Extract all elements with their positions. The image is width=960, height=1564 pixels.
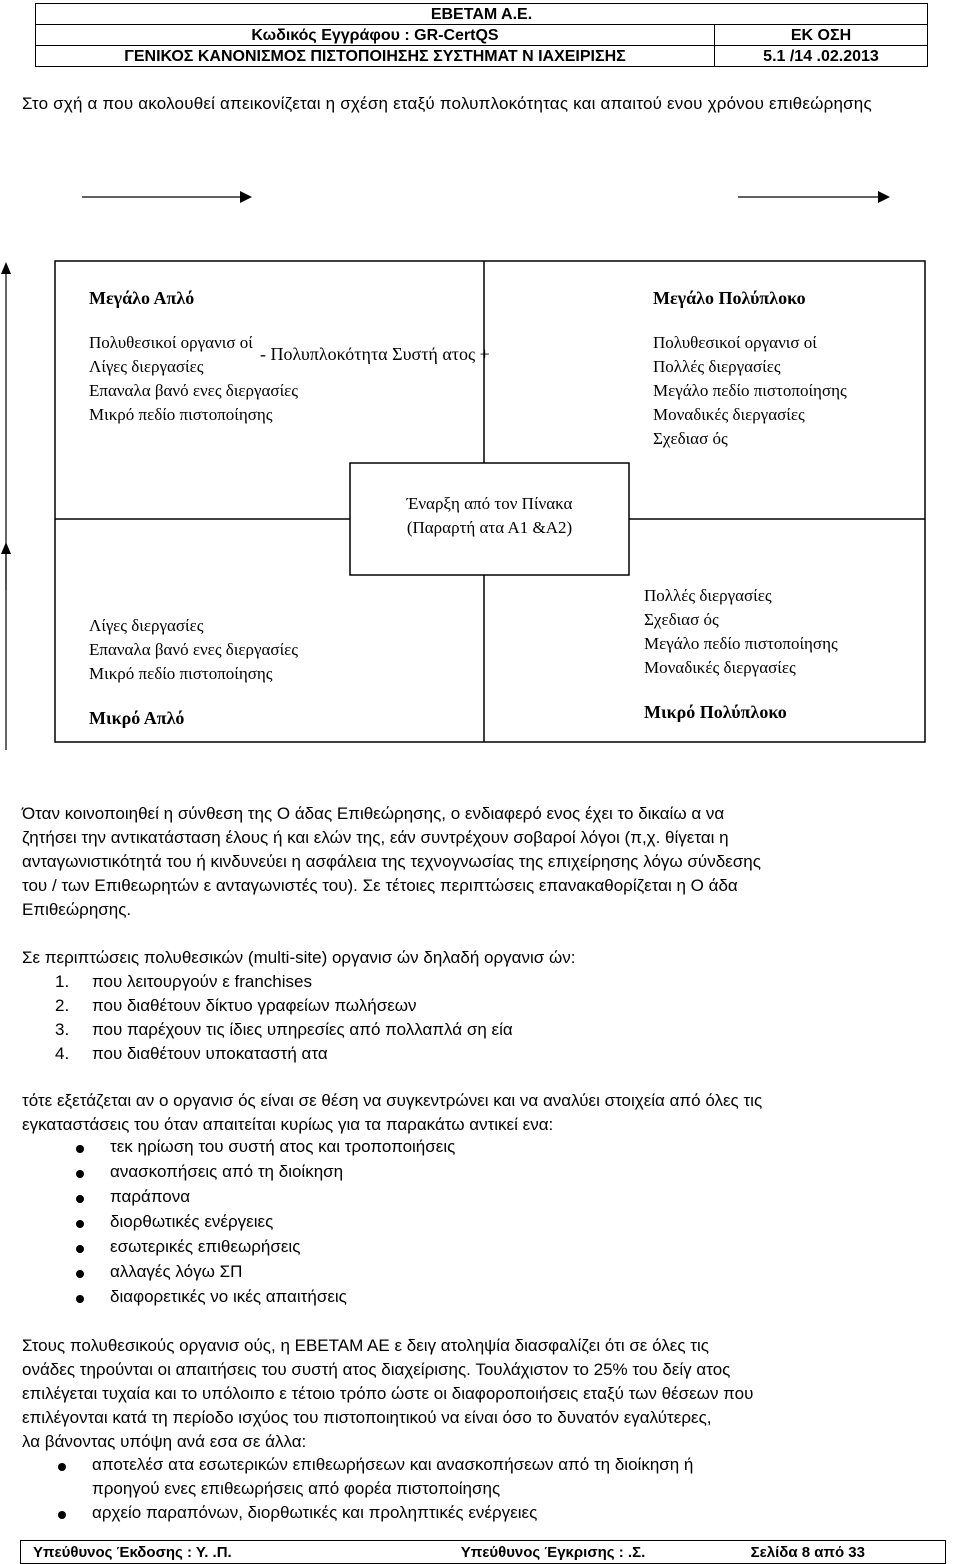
footer-approval: Υπεύθυνος Έγκρισης : .Σ. [460,1543,646,1561]
bullet-text: ανασκοπήσεις από τη διοίκηση [110,1162,344,1181]
bullet-text: αποτελέσ ατα εσωτερικών επιθεωρήσεων και ανασκοπήσεων από τη διοίκηση ή [92,1455,694,1474]
list-item [55,1018,755,1042]
multisite-intro: Σε περιπτώσεις πολυθεσικών (multi-site) οργανισ ών δηλαδή οργανισ ών: [22,948,576,967]
header-doc-title: ΓΕΝΙΚΟΣ ΚΑΝΟΝΙΣΜΟΣ ΠΙΣΤΟΠΟΙΗΣΗΣ ΣΥΣΤΗΜΑΤ Ν ΙΑΧΕΙΡΙΣΗΣ [36,46,715,67]
bullet-text: προηγού ενες επιθεωρήσεις από φορέα πιστοποίησης [92,1479,501,1498]
bullet-text: αλλαγές λόγω ΣΠ [110,1262,243,1281]
footer-page: Σελίδα 8 από 33 [750,1543,865,1561]
para-line: ονάδες τηρούνται οι απαιτήσεις του συστή ατος διαχείρισης. Τουλάχιστον το 25% του δείγ ατος [22,1360,731,1379]
left-arrow-head [240,191,252,203]
intro-text: Στο σχή α που ακολουθεί απεικονίζεται η σχέση εταξύ πολυπλοκότητας και απαιτού ενου χρόνου επιθεώρησης [22,94,872,113]
list-number: 4. [55,1044,70,1063]
quadrant-line: Μεγάλο πεδίο πιστοποίησης [644,634,838,653]
bullet-item [52,1502,946,1527]
list-text: που διαθέτουν δίκτυο γραφείων πωλήσεων [92,996,417,1015]
center-start-text [350,492,629,540]
quadrant-line: Επαναλα βανό ενες διεργασίες [89,381,299,400]
list-text: που παρέχουν τις ίδιες υπηρεσίες από πολλαπλά ση εία [92,1020,513,1039]
list-text: που διαθέτουν υποκαταστή ατα [92,1044,328,1063]
quadrant-line: Σχεδιασ ός [653,429,728,448]
bullet-text: διορθωτικές ενέργειες [110,1212,274,1231]
quadrant-line: Πολυθεσικοί οργανισ οί [653,333,817,352]
quadrant-line: Πολλές διεργασίες [653,357,781,376]
subject-bullet-list [70,1136,770,1311]
quadrant-title: Μεγάλο Πολύπλοκο [653,288,806,308]
bullet-text: διαφορετικές νο ικές απαιτήσεις [110,1287,347,1306]
bullet-dot [76,1295,84,1303]
upper-vertical-arrow-head [1,262,11,274]
para-line: εγκαταστάσεις του όταν απαιτείται κυρίως για τα παρακάτω αντικεί ενα: [22,1115,554,1134]
para-line: επιλέγονται κατά τη περίοδο ισχύος του πιστοποιητικού να είναι όσο το δυνατόν εγαλύτερες, [22,1408,712,1427]
bullet-dot [76,1245,84,1253]
center-line: Έναρξη από τον Πίνακα [406,494,573,513]
list-item [55,1042,755,1066]
bullet-dot [58,1511,66,1519]
quadrant-line: Πολλές διεργασίες [644,586,772,605]
center-line: (Παραρτή ατα Α1 &Α2) [406,518,573,537]
bullet-item [70,1236,770,1261]
footer-issue: Υπεύθυνος Έκδοσης : Υ. .Π. [33,1543,232,1561]
quadrant-title: Μικρό Πολύπλοκο [644,702,787,722]
header-company: ΕΒΕΤΑΜ Α.Ε. [36,4,928,25]
quadrant-line: Μοναδικές διεργασίες [653,405,805,424]
bullet-dot [76,1220,84,1228]
document-footer [20,1540,946,1564]
para-line: επιλέγεται τυχαία και το υπόλοιπο ε τέτοιο τρόπο ώστε οι διαφοροποιήσεις εταξύ των θέσεων που [22,1384,754,1403]
bullet-item [70,1136,770,1161]
quadrant-title: Μικρό Απλό [89,708,185,728]
complexity-axis-label: - Πολυπλοκότητα Συστή ατος + [260,344,490,364]
list-item [55,970,755,994]
centralized-control-paragraph [22,1089,946,1137]
document-header [35,3,928,67]
bullet-dot [76,1195,84,1203]
para-line: Όταν κοινοποιηθεί η σύνθεση της Ο άδας Επιθεώρησης, ο ενδιαφερό ενος έχει το δικαίω α να [22,804,725,823]
list-number: 3. [55,1020,70,1039]
bullet-item [70,1161,770,1186]
sampling-criteria-list [52,1454,946,1527]
complexity-diagram [0,160,960,760]
para-line: Στους πολυθεσικούς οργανισ ούς, η ΕΒΕΤΑΜ ΑΕ ε δειγ ατοληψία διασφαλίζει ότι σε όλες τις [22,1336,709,1355]
header-edition-value: 5.1 /14 .02.2013 [715,46,928,67]
para-line: τότε εξετάζεται αν ο οργανισ ός είναι σε θέση να συγκεντρώνει και να αναλύει στοιχεία από όλες τις [22,1091,763,1110]
quadrant-title: Μεγάλο Απλό [89,288,195,308]
para-line: λα βάνοντας υπόψη ανά εσα σε άλλα: [22,1432,307,1451]
right-arrow-head [878,191,890,203]
bullet-text: εσωτερικές επιθεωρήσεις [110,1237,301,1256]
quadrant-line: Λίγες διεργασίες [89,616,204,635]
para-line: ζητήσει την αντικατάσταση έλους ή και ελών της, εάν συντρέχουν σοβαροί λόγοι (π,χ. θίγεται η [22,828,729,847]
bullet-item [52,1454,946,1502]
bullet-text: αρχείο παραπόνων, διορθωτικές και προληπτικές ενέργειες [92,1503,538,1522]
quadrant-line: Μοναδικές διεργασίες [644,658,796,677]
list-number: 2. [55,996,70,1015]
quadrant-large-simple [89,288,298,427]
bullet-item [70,1286,770,1311]
header-edition-label: ΕΚ ΟΣΗ [715,25,928,46]
bullet-dot [76,1145,84,1153]
bullet-item [70,1211,770,1236]
multisite-list [55,970,755,1066]
quadrant-line: Πολυθεσικοί οργανισ οί [89,333,253,352]
quadrant-large-complex [653,288,847,451]
bullet-item [70,1261,770,1286]
quadrant-small-complex [644,584,838,723]
quadrant-line: Επαναλα βανό ενες διεργασίες [89,640,299,659]
quadrant-line: Σχεδιασ ός [644,610,719,629]
bullet-dot [76,1270,84,1278]
para-line: Επιθεώρησης. [22,900,132,919]
bullet-text: τεκ ηρίωση του συστή ατος και τροποποιήσεις [110,1137,456,1156]
list-text: που λειτουργούν ε franchises [92,972,312,991]
bullet-text: παράπονα [110,1187,191,1206]
list-number: 1. [55,972,70,991]
quadrant-line: Λίγες διεργασίες [89,357,204,376]
list-item [55,994,755,1018]
quadrant-line: Μικρό πεδίο πιστοποίησης [89,664,273,683]
para-line: του / των Επιθεωρητών ε ανταγωνιστές του). Σε τέτοιες περιπτώσεις επανακαθορίζεται η Ο άδα [22,876,738,895]
header-doc-code: Κωδικός Εγγράφου : GR-CertQS [36,25,715,46]
bullet-dot [58,1463,66,1471]
sampling-paragraph [22,1334,946,1454]
bullet-dot [76,1170,84,1178]
team-composition-paragraph [22,802,946,922]
quadrant-line: Μεγάλο πεδίο πιστοποίησης [653,381,847,400]
quadrant-small-simple [89,614,298,729]
bullet-item [70,1186,770,1211]
lower-vertical-arrow-head [1,542,11,554]
quadrant-line: Μικρό πεδίο πιστοποίησης [89,405,273,424]
para-line: ανταγωνιστικότητά του ή κινδυνεύει η ασφάλεια της τεχνογνωσίας της επιχείρησης λόγω σύνδεσης [22,852,761,871]
